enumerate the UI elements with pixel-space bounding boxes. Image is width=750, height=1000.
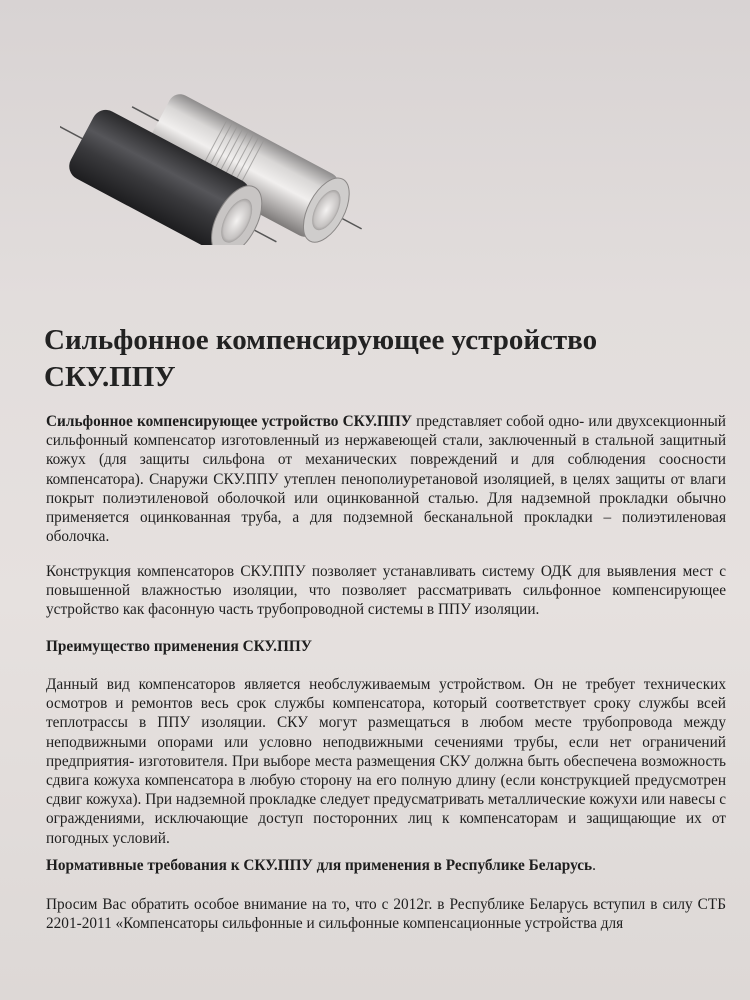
norms-heading-text: Нормативные требования к СКУ.ППУ для применения в Республике Беларусь <box>46 857 593 874</box>
page-title <box>44 322 724 396</box>
norms-heading <box>46 856 726 875</box>
bellows-compensator-illustration <box>60 85 380 245</box>
title-line-1: Сильфонное компенсирующее устройство <box>44 324 598 356</box>
intro-bold-term: Сильфонное компенсирующее устройство СКУ.ППУ <box>46 413 412 430</box>
norms-paragraph: Просим Вас обратить особое внимание на то, что с 2012г. в Республике Беларусь вступил в силу СТБ 2201-2011 «Компенсаторы сильфонные и сильфонные компенсационные устройства для <box>46 896 726 933</box>
title-line-2: СКУ.ППУ <box>44 361 176 393</box>
advantages-paragraph: Данный вид компенсаторов является необслуживаемым устройством. Он не требует технических осмотров и ремонтов весь срок службы компенсатора, который соответствует сроку службы всей теплотрассы в ППУ изоляции. СКУ могут размещаться в любом месте трубопровода между неподвижными опорами или условно неподвижными сечениями трубы, если нет ограничений предприятия- изготовителя. При выборе места размещения СКУ должна быть обеспечена возможность сдвига кожуха компенсатора в любую сторону на его полную длину (если конструкцией предусмотрен сдвиг кожуха). При надземной прокладке следует предусматривать металлические кожухи или навесы с ограждениями, исключающие доступ посторонних лиц к компенсаторам и защищающие их от погодных условий. <box>46 676 726 847</box>
intro-paragraph <box>46 412 726 546</box>
intro-text: представляет собой одно- или двухсекционный сильфонный компенсатор изготовленный из нержавеющей стали, заключенный в стальной защитный кожух (для защиты сильфона от механических повреждений и для соблюдения соосности компенсатора). Снаружи СКУ.ППУ утеплен пенополиуретановой изоляцией, в целях защиты от влаги покрыт полиэтиленовой оболочкой или оцинкованной сталью. Для надземной прокладки обычно применяется оцинкованная труба, а для подземной бесканальной прокладки – полиэтиленовая оболочка. <box>46 413 726 546</box>
norms-heading-dot: . <box>592 857 596 874</box>
advantages-heading: Преимущество применения СКУ.ППУ <box>46 638 312 655</box>
construction-paragraph: Конструкция компенсаторов СКУ.ППУ позволяет устанавливать систему ОДК для выявления мест с повышенной влажностью изоляции, что позволяет рассматривать сильфонное компенсирующее устройство как фасонную часть трубопроводной системы в ППУ изоляции. <box>46 563 726 619</box>
